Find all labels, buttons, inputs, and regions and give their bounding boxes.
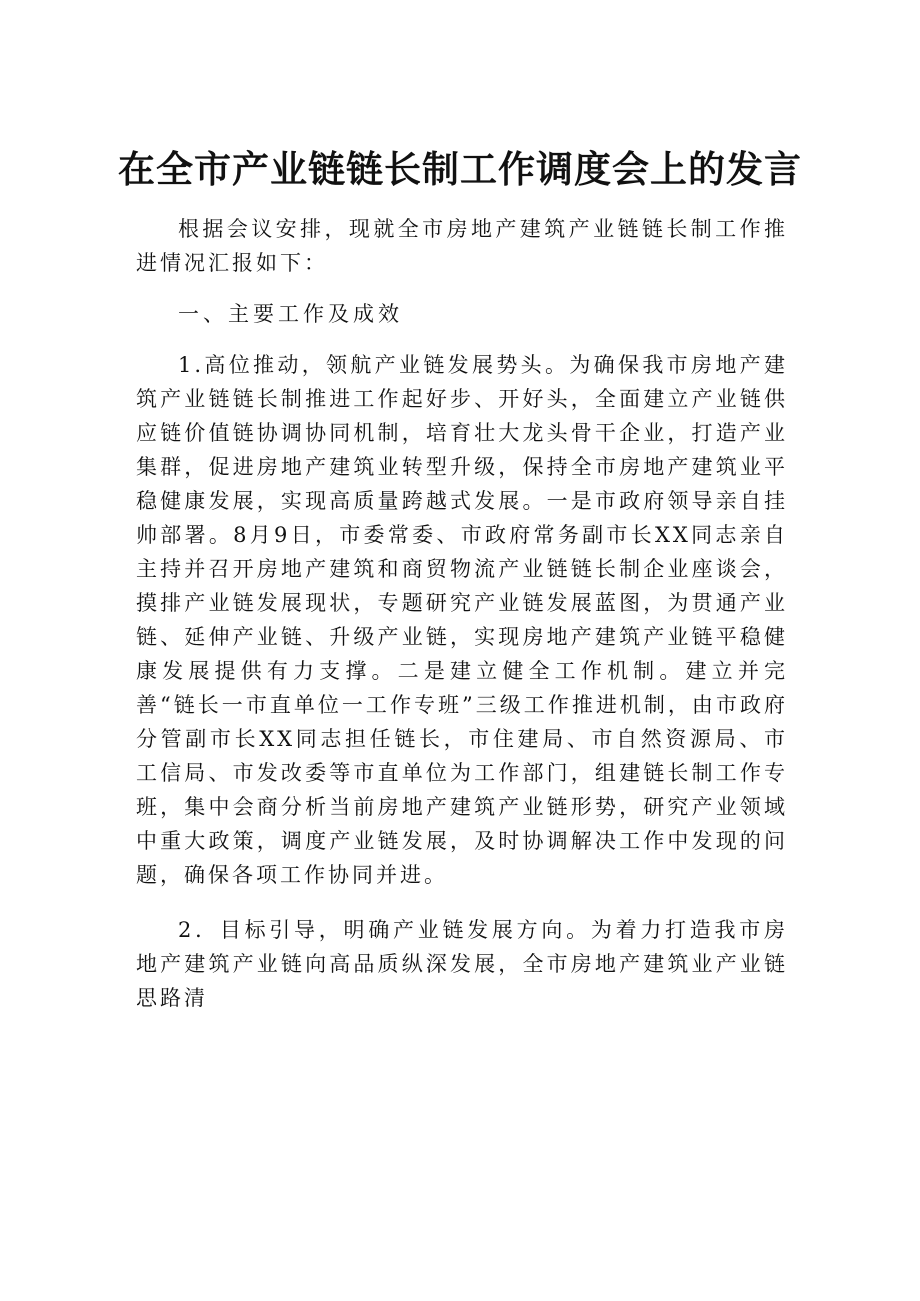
document-title: 在全市产业链链长制工作调度会上的发言 <box>118 148 802 191</box>
section-heading-main-work: 一、主要工作及成效 <box>178 302 403 326</box>
document-body <box>136 212 788 1015</box>
paragraph-intro: 根据会议安排，现就全市房地产建筑产业链链长制工作推进情况汇报如下： <box>136 217 788 275</box>
paragraph-item-1: 1.高位推动，领航产业链发展势头。为确保我市房地产建筑产业链链长制推进工作起好步、开好头，全面建立产业链供应链价值链协调协同机制，培育壮大龙头骨干企业，打造产业集群，促进房地产建筑业转型升级，保持全市房地产建筑业平稳健康发展，实现高质量跨越式发展。一是市政府领导亲自挂帅部署。8月9日，市委常委、市政府常务副市长XX同志亲自主持并召开房地产建筑和商贸物流产业链链长制企业座谈会，摸排产业链发展现状，专题研究产业链发展蓝图，为贯通产业链、延伸产业链、升级产业链，实现房地产建筑产业链平稳健康发展提供有力支撑。二是建立健全工作机制。建立并完善“链长一市直单位一工作专班”三级工作推进机制，由市政府分管副市长XX同志担任链长，市住建局、市自然资源局、市工信局、市发改委等市直单位为工作部门，组建链长制工作专班，集中会商分析当前房地产建筑产业链形势，研究产业领域中重大政策，调度产业链发展，及时协调解决工作中发现的问题，确保各项工作协同并进。 <box>136 353 788 887</box>
paragraph-item-2: 2．目标引导，明确产业链发展方向。为着力打造我市房地产建筑产业链向高品质纵深发展，全市房地产建筑业产业链思路清 <box>136 918 788 1010</box>
